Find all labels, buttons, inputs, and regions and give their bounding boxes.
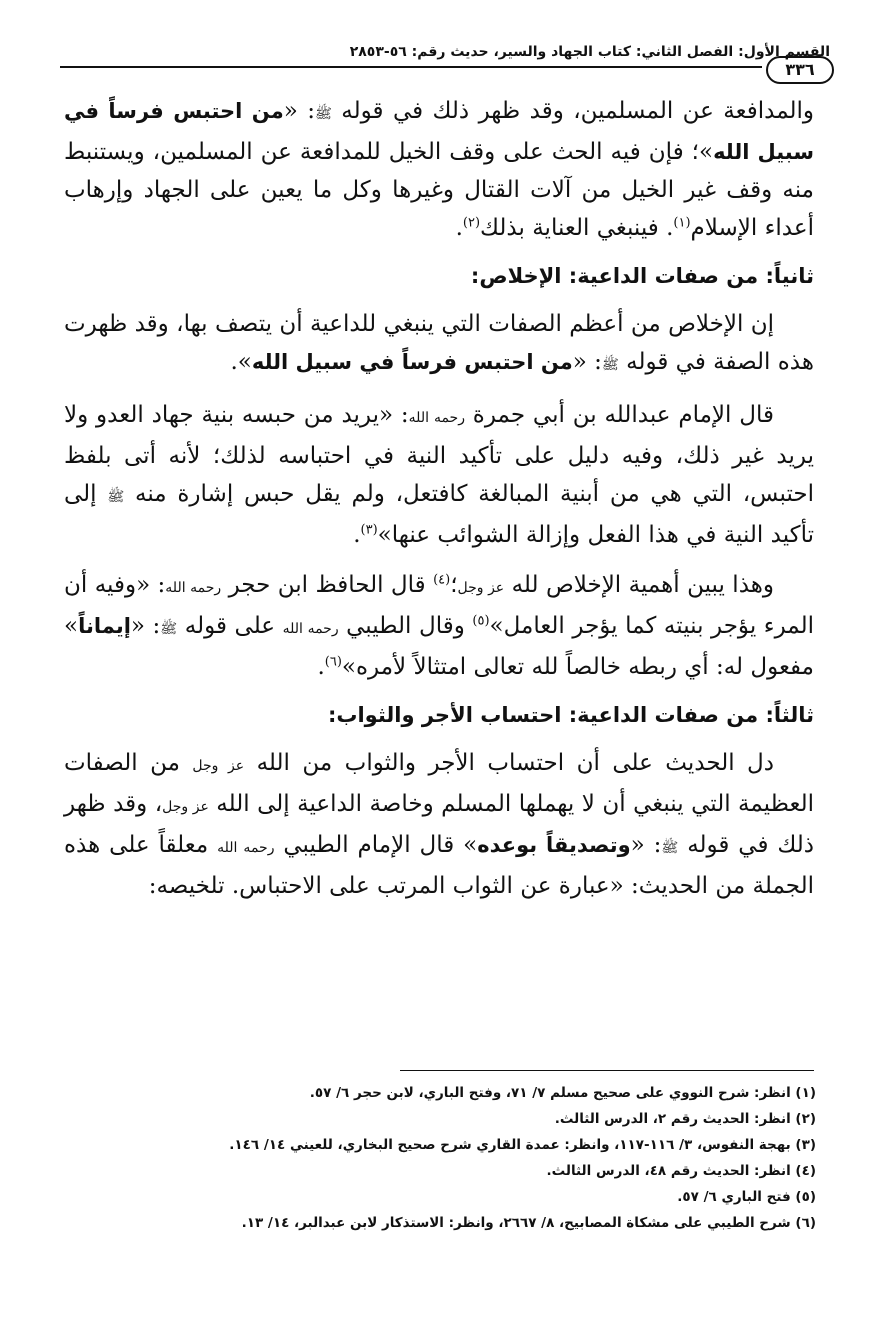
footnote-5: (٥) فتح الباري ٦/ ٥٧.: [677, 1189, 816, 1205]
text-run: دل الحديث على أن احتساب الأجر والثواب من الله: [244, 750, 775, 776]
text-run: .: [317, 654, 325, 680]
text-run: » قال الإمام الطيبي: [274, 832, 478, 858]
rahimahu-glyph: رحمه الله: [217, 840, 275, 856]
text-run: . فينبغي العناية بذلك: [480, 215, 674, 241]
text-run: وقال الطيبي: [338, 613, 473, 639]
footnotes: [64, 1080, 816, 1236]
text-run: والمدافعة عن المسلمين، وقد ظهر ذلك في قوله: [331, 98, 814, 124]
text-run: : «يريد من حبسه بنية جهاد العدو ولا يريد غير ذلك، وفيه دليل على تأكيد النية في احتباسه لذلك؛ لأنه أتى بلفظ احتبس، التي هي من أبنية المبالغة كافتعل، ولم يقل حبس إشارة منه: [64, 402, 814, 507]
text-run: »؛ فإن فيه الحث على وقف الخيل للمدافعة عن المسلمين، ويستنبط منه وقف غير الخيل من آلات القتال وغيرها وكل ما يعين على الجهاد وإرهاب أعداء الإسلام: [64, 139, 814, 241]
text-run: .: [353, 522, 361, 548]
text-run: .: [455, 215, 463, 241]
hadith-quote: من احتبس فرساً في سبيل الله: [251, 350, 573, 374]
running-header: القسم الأول: الفصل الثاني: كتاب الجهاد والسير، حديث رقم: ٥٦-٢٨٥٣: [349, 44, 830, 60]
azza-glyph: عز وجل: [457, 580, 505, 596]
page-number: ٣٣٦: [766, 56, 834, 84]
text-run: : «: [283, 98, 315, 124]
text-run: ».: [230, 349, 252, 375]
text-run: قال الإمام عبدالله بن أبي جمرة: [464, 402, 774, 428]
footnote-ref: (٣): [360, 522, 378, 538]
paragraph-1: [64, 92, 814, 247]
paragraph-5: [64, 744, 814, 905]
text-run: : «وفيه أن المرء يؤجر بنيته كما يؤجر العامل»: [64, 572, 814, 639]
footnote-1: (١) انظر: شرح النووي على صحيح مسلم ٧/ ٧١، وفتح الباري، لابن حجر ٦/ ٥٧.: [309, 1085, 816, 1101]
text-run: معلقاً على هذه الجملة من الحديث: «عبارة عن الثواب المرتب على الاحتباس. تلخيصه:: [64, 832, 814, 899]
azza-glyph: عز وجل: [192, 758, 245, 774]
paragraph-4: [64, 566, 814, 686]
footnote-separator: [400, 1070, 814, 1071]
salla-glyph: ﷺ: [661, 840, 679, 856]
footnote-2: (٢) انظر: الحديث رقم ٢، الدرس الثالث.: [554, 1111, 816, 1127]
main-text: [64, 92, 814, 917]
text-run: وهذا يبين أهمية الإخلاص لله: [504, 572, 775, 598]
salla-glyph: ﷺ: [160, 621, 178, 637]
text-run: قال الحافظ ابن حجر: [221, 572, 434, 598]
footnote-ref: (٥): [472, 613, 490, 629]
paragraph-3: [64, 396, 814, 554]
hadith-quote: وتصديقاً بوعده: [477, 833, 631, 857]
header-rule: [60, 66, 762, 68]
text-run: ، وقد ظهر ذلك في قوله: [64, 791, 814, 858]
footnote-6: (٦) شرح الطيبي على مشكاة المصابيح، ٨/ ٢٦٦٧، وانظر: الاستذكار لابن عبدالبر، ١٤/ ١٣.: [241, 1215, 816, 1231]
text-run: : «: [572, 349, 602, 375]
hadith-quote: إيماناً: [78, 614, 131, 638]
footnote-3: (٣) بهجة النفوس، ٣/ ١١٦-١١٧، وانظر: عمدة القاري شرح صحيح البخاري، للعيني ١٤/ ١٤٦.: [229, 1137, 816, 1153]
footnote-4: (٤) انظر: الحديث رقم ٤٨، الدرس الثالث.: [546, 1163, 816, 1179]
rahimahu-glyph: رحمه الله: [282, 621, 339, 637]
text-run: من الصفات العظيمة التي ينبغي أن لا يهملها المسلم وخاصة الداعية إلى الله: [64, 750, 814, 817]
footnote-ref: (٢): [462, 215, 481, 231]
salla-glyph: ﷺ: [314, 106, 332, 122]
rahimahu-glyph: رحمه الله: [408, 410, 465, 426]
salla-glyph: ﷺ: [107, 489, 125, 505]
text-run: على قوله: [177, 613, 283, 639]
footnote-ref: (٦): [324, 654, 342, 670]
footnote-ref: (١): [673, 215, 691, 231]
hadith-quote: من احتبس فرساً في سبيل الله: [64, 99, 814, 164]
text-run: ؛: [450, 572, 458, 598]
text-run: : «: [130, 613, 161, 639]
text-run: إن الإخلاص من أعظم الصفات التي ينبغي للداعية أن يتصف بها، وقد ظهرت هذه الصفة في قوله: [64, 311, 814, 375]
section-heading-3: ثالثاً: من صفات الداعية: احتساب الأجر والثواب:: [327, 703, 814, 727]
text-run: » مفعول له: أي ربطه خالصاً لله تعالى امتثالاً لأمره»: [64, 613, 814, 680]
text-run: : «: [630, 832, 662, 858]
paragraph-2: [64, 305, 814, 384]
salla-glyph: ﷺ: [601, 357, 619, 373]
section-heading-2: ثانياً: من صفات الداعية: الإخلاص:: [470, 264, 814, 288]
footnote-ref: (٤): [433, 572, 451, 588]
azza-glyph: عز وجل: [162, 799, 209, 815]
text-run: إلى تأكيد النية في هذا الفعل وإزالة الشوائب عنها»: [64, 481, 814, 548]
rahimahu-glyph: رحمه الله: [165, 580, 222, 596]
